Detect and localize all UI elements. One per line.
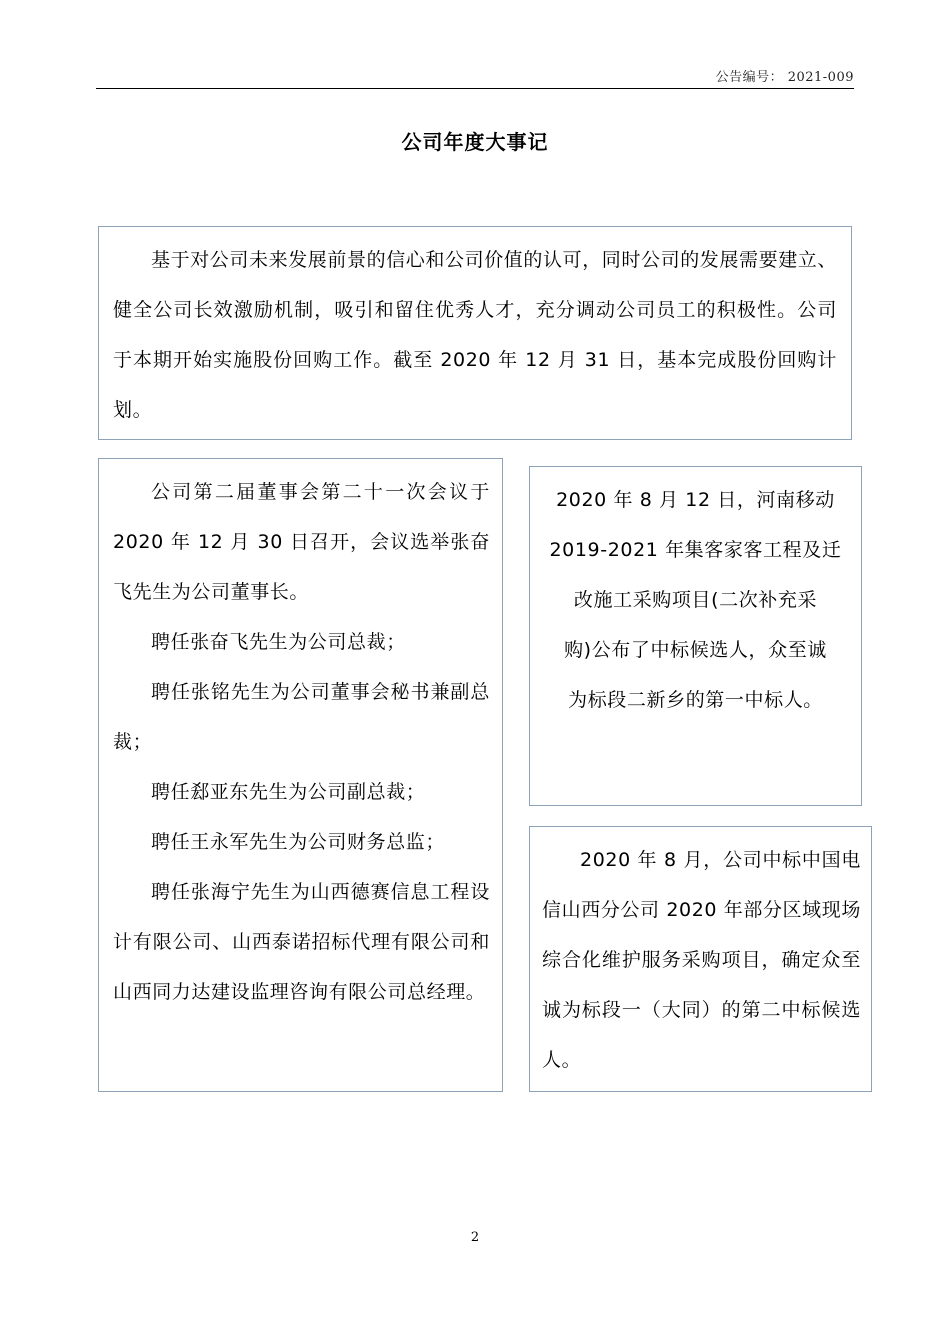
henan-line: 购)公布了中标候选人，众至诚 (564, 639, 827, 661)
shanxi-telecom-text: 2020 年 8 月，公司中标中国电信山西分公司 2020 年部分区域现场综合化维护服务采购项目，确定众至诚为标段一（大同）的第二中标候选人。 (542, 849, 861, 1071)
board-paragraph: 聘任张海宁先生为山西德赛信息工程设计有限公司、山西泰诺招标代理有限公司和山西同力达建设监理咨询有限公司总经理。 (113, 881, 490, 1003)
henan-line: 改施工采购项目(二次补充采 (573, 589, 818, 611)
box-shanxi-telecom-bid (529, 826, 872, 1092)
board-paragraph: 公司第二届董事会第二十一次会议于 2020 年 12 月 30 日召开，会议选举张奋飞先生为公司董事长。 (113, 481, 490, 603)
henan-line: 2020 年 8 月 12 日，河南移动 (556, 489, 835, 511)
henan-line: 为标段二新乡的第一中标人。 (568, 689, 823, 711)
header-divider (96, 88, 854, 89)
announcement-number: 公告编号： 2021-009 (715, 70, 854, 85)
board-paragraph: 聘任张铭先生为公司董事会秘书兼副总裁； (113, 681, 490, 753)
board-paragraph: 聘任王永军先生为公司财务总监； (151, 831, 446, 853)
box-share-buyback (98, 226, 852, 440)
box-board-meeting (98, 458, 503, 1092)
board-paragraph: 聘任张奋飞先生为公司总裁； (151, 631, 406, 653)
henan-line: 2019-2021 年集客家客工程及迁 (549, 539, 842, 561)
board-paragraph: 聘任郄亚东先生为公司副总裁； (151, 781, 426, 803)
box-henan-mobile-bid (529, 466, 862, 806)
page-number: 2 (470, 1230, 480, 1245)
share-buyback-text: 基于对公司未来发展前景的信心和公司价值的认可，同时公司的发展需要建立、健全公司长效激励机制，吸引和留住优秀人才，充分调动公司员工的积极性。公司于本期开始实施股份回购工作。截至 2020 年 12 月 31 日，基本完成股份回购计划。 (113, 249, 838, 421)
page-title: 公司年度大事记 (401, 130, 549, 154)
